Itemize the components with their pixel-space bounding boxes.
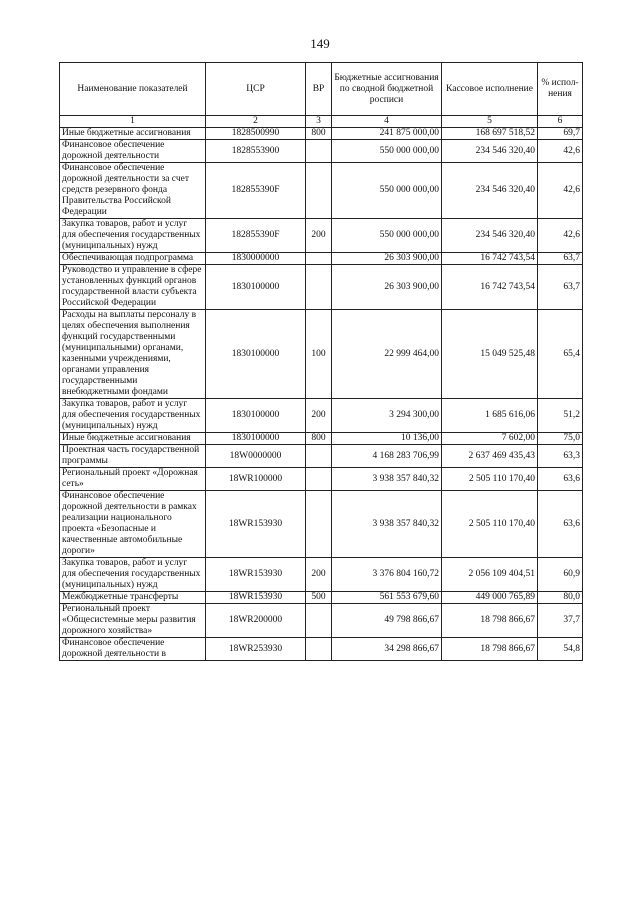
header-budget: Бюджетные ассигнования по сводной бюджетной росписи	[332, 63, 442, 116]
cell-pct: 63,6	[538, 468, 583, 491]
cell-cash: 234 546 320,40	[442, 163, 538, 219]
cell-pct: 42,6	[538, 163, 583, 219]
cell-name: Финансовое обеспечение дорожной деятельности в рамках реализации национального проекта «Безопасные и качественные автомобильные дороги»	[60, 491, 206, 558]
cell-name: Обеспечивающая подпрограмма	[60, 253, 206, 265]
cell-csr: 18WR153930	[206, 592, 306, 604]
cell-csr: 1830000000	[206, 253, 306, 265]
cell-name: Финансовое обеспечение дорожной деятельности	[60, 140, 206, 163]
cell-budget: 550 000 000,00	[332, 163, 442, 219]
cell-vr: 200	[306, 219, 332, 253]
cell-vr: 200	[306, 399, 332, 433]
cell-vr: 800	[306, 433, 332, 445]
table-row	[60, 253, 583, 265]
cell-cash: 2 505 110 170,40	[442, 491, 538, 558]
header-name: Наименование показателей	[60, 63, 206, 116]
cell-pct: 63,7	[538, 253, 583, 265]
table-row	[60, 558, 583, 592]
column-number: 2	[206, 116, 306, 128]
budget-table	[59, 62, 583, 661]
table-row	[60, 140, 583, 163]
table-row	[60, 468, 583, 491]
cell-name: Закупка товаров, работ и услуг для обеспечения государственных (муниципальных) нужд	[60, 399, 206, 433]
cell-pct: 65,4	[538, 310, 583, 399]
cell-budget: 10 136,00	[332, 433, 442, 445]
cell-pct: 42,6	[538, 140, 583, 163]
cell-cash: 2 637 469 435,43	[442, 445, 538, 468]
cell-csr: 18WR153930	[206, 558, 306, 592]
cell-name: Закупка товаров, работ и услуг для обеспечения государственных (муниципальных) нужд	[60, 558, 206, 592]
table-row	[60, 219, 583, 253]
table-row	[60, 163, 583, 219]
cell-name: Закупка товаров, работ и услуг для обеспечения государственных (муниципальных) нужд	[60, 219, 206, 253]
cell-budget: 3 938 357 840,32	[332, 468, 442, 491]
cell-budget: 241 875 000,00	[332, 128, 442, 140]
table-row	[60, 604, 583, 638]
cell-budget: 22 999 464,00	[332, 310, 442, 399]
cell-budget: 34 298 866,67	[332, 638, 442, 661]
cell-cash: 7 602,00	[442, 433, 538, 445]
cell-name: Региональный проект «Общесистемные меры развития дорожного хозяйства»	[60, 604, 206, 638]
cell-name: Иные бюджетные ассигнования	[60, 433, 206, 445]
cell-cash: 234 546 320,40	[442, 219, 538, 253]
table-row	[60, 128, 583, 140]
header-pct: % испол-нения	[538, 63, 583, 116]
cell-vr	[306, 491, 332, 558]
cell-csr: 18WR153930	[206, 491, 306, 558]
cell-pct: 63,3	[538, 445, 583, 468]
column-number: 5	[442, 116, 538, 128]
table-row	[60, 638, 583, 661]
cell-name: Финансовое обеспечение дорожной деятельности за счет средств резервного фонда Правительства Российской Федерации	[60, 163, 206, 219]
cell-cash: 16 742 743,54	[442, 253, 538, 265]
cell-name: Проектная часть государственной программы	[60, 445, 206, 468]
table-row	[60, 592, 583, 604]
cell-csr: 182855390F	[206, 219, 306, 253]
cell-cash: 1 685 616,06	[442, 399, 538, 433]
table-row	[60, 491, 583, 558]
cell-pct: 54,8	[538, 638, 583, 661]
cell-cash: 2 056 109 404,51	[442, 558, 538, 592]
cell-csr: 1830100000	[206, 265, 306, 310]
cell-vr: 800	[306, 128, 332, 140]
table-row	[60, 445, 583, 468]
cell-name: Финансовое обеспечение дорожной деятельности в	[60, 638, 206, 661]
cell-pct: 60,9	[538, 558, 583, 592]
cell-vr: 500	[306, 592, 332, 604]
cell-cash: 18 798 866,67	[442, 604, 538, 638]
header-csr: ЦСР	[206, 63, 306, 116]
table-row	[60, 433, 583, 445]
cell-vr	[306, 140, 332, 163]
cell-budget: 4 168 283 706,99	[332, 445, 442, 468]
cell-vr	[306, 253, 332, 265]
header-vr: ВР	[306, 63, 332, 116]
table-row	[60, 265, 583, 310]
cell-csr: 1828500990	[206, 128, 306, 140]
cell-budget: 26 303 900,00	[332, 265, 442, 310]
cell-csr: 18W0000000	[206, 445, 306, 468]
cell-pct: 37,7	[538, 604, 583, 638]
cell-cash: 15 049 525,48	[442, 310, 538, 399]
cell-budget: 550 000 000,00	[332, 219, 442, 253]
cell-vr	[306, 265, 332, 310]
cell-vr	[306, 604, 332, 638]
cell-name: Межбюджетные трансферты	[60, 592, 206, 604]
cell-cash: 18 798 866,67	[442, 638, 538, 661]
cell-pct: 69,7	[538, 128, 583, 140]
header-cash: Кассовое исполнение	[442, 63, 538, 116]
table-row	[60, 310, 583, 399]
column-number: 3	[306, 116, 332, 128]
cell-cash: 449 000 765,89	[442, 592, 538, 604]
cell-cash: 16 742 743,54	[442, 265, 538, 310]
cell-pct: 75,0	[538, 433, 583, 445]
cell-csr: 1828553900	[206, 140, 306, 163]
cell-budget: 26 303 900,00	[332, 253, 442, 265]
cell-csr: 1830100000	[206, 433, 306, 445]
cell-name: Региональный проект «Дорожная сеть»	[60, 468, 206, 491]
cell-name: Расходы на выплаты персоналу в целях обеспечения выполнения функций государственными (муниципальными) органами, казенными учреждениями, органами управления государственными внебюджетными фондами	[60, 310, 206, 399]
column-number: 4	[332, 116, 442, 128]
cell-cash: 168 697 518,52	[442, 128, 538, 140]
cell-vr	[306, 445, 332, 468]
cell-csr: 18WR200000	[206, 604, 306, 638]
column-number: 1	[60, 116, 206, 128]
cell-cash: 2 505 110 170,40	[442, 468, 538, 491]
cell-pct: 63,6	[538, 491, 583, 558]
cell-budget: 561 553 679,60	[332, 592, 442, 604]
cell-cash: 234 546 320,40	[442, 140, 538, 163]
cell-budget: 49 798 866,67	[332, 604, 442, 638]
cell-csr: 1830100000	[206, 399, 306, 433]
table-header-row	[60, 63, 583, 116]
cell-budget: 3 294 300,00	[332, 399, 442, 433]
cell-csr: 182855390F	[206, 163, 306, 219]
cell-pct: 42,6	[538, 219, 583, 253]
page-number: 149	[310, 36, 330, 51]
cell-name: Иные бюджетные ассигнования	[60, 128, 206, 140]
cell-csr: 18WR100000	[206, 468, 306, 491]
cell-pct: 80,0	[538, 592, 583, 604]
cell-csr: 18WR253930	[206, 638, 306, 661]
cell-budget: 3 938 357 840,32	[332, 491, 442, 558]
cell-name: Руководство и управление в сфере установленных функций органов государственной власти субъекта Российской Федерации	[60, 265, 206, 310]
cell-vr	[306, 638, 332, 661]
cell-vr	[306, 163, 332, 219]
cell-vr	[306, 468, 332, 491]
cell-pct: 63,7	[538, 265, 583, 310]
cell-budget: 3 376 804 160,72	[332, 558, 442, 592]
table-row	[60, 399, 583, 433]
cell-pct: 51,2	[538, 399, 583, 433]
column-number: 6	[538, 116, 583, 128]
cell-csr: 1830100000	[206, 310, 306, 399]
cell-budget: 550 000 000,00	[332, 140, 442, 163]
cell-vr: 200	[306, 558, 332, 592]
column-number-row	[60, 116, 583, 128]
cell-vr: 100	[306, 310, 332, 399]
